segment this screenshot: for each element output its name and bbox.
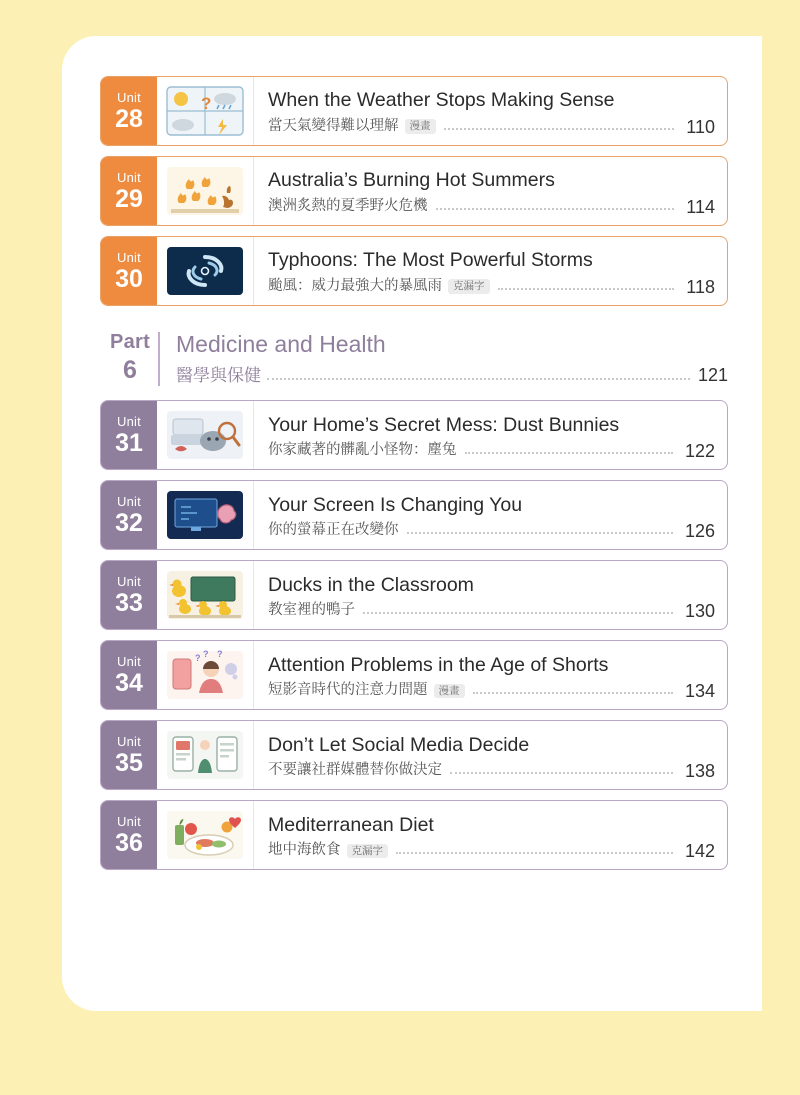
- leader-dots: [465, 452, 673, 454]
- classroom-ducks-illustration: [165, 567, 245, 623]
- unit-label: Unit: [117, 813, 141, 829]
- unit-title-zh: 你的螢幕正在改變你: [268, 522, 399, 539]
- classroom-ducks-icon: [157, 561, 254, 629]
- unit-title-en: When the Weather Stops Making Sense: [268, 89, 615, 112]
- unit-subline: [268, 441, 715, 459]
- mediterranean-food-icon: [157, 801, 254, 869]
- unit-subline: [268, 117, 715, 135]
- list-item[interactable]: [100, 156, 728, 226]
- unit-subline: [268, 197, 715, 215]
- unit-number: 34: [115, 668, 143, 697]
- unit-title-en: Typhoons: The Most Powerful Storms: [268, 249, 593, 272]
- unit-badge: [101, 561, 157, 629]
- attention-illustration: [165, 647, 245, 703]
- unit-text: [254, 157, 727, 225]
- part-label: Part: [109, 331, 151, 353]
- unit-badge: [101, 641, 157, 709]
- list-item[interactable]: [100, 720, 728, 790]
- unit-subline: [268, 601, 715, 619]
- unit-subline: [268, 761, 715, 779]
- unit-number: 29: [115, 184, 143, 213]
- unit-number: 35: [115, 748, 143, 777]
- unit-text: [254, 481, 727, 549]
- unit-page-number: 118: [686, 276, 715, 297]
- list-item[interactable]: [100, 480, 728, 550]
- screen-brain-icon: [157, 481, 254, 549]
- unit-subline: [268, 841, 715, 859]
- list-item[interactable]: [100, 400, 728, 470]
- unit-tag: 克漏字: [448, 279, 490, 294]
- part-title-zh: 醫學與保健: [176, 366, 261, 386]
- unit-badge: [101, 237, 157, 305]
- unit-badge: [101, 481, 157, 549]
- unit-title-zh: 澳洲炙熱的夏季野火危機: [268, 197, 428, 214]
- unit-number: 36: [115, 828, 143, 857]
- part-subline: [176, 361, 728, 386]
- unit-title-en: Don’t Let Social Media Decide: [268, 733, 530, 756]
- unit-label: Unit: [117, 249, 141, 265]
- weather-question-icon: [157, 77, 254, 145]
- unit-text: [254, 237, 727, 305]
- unit-text: [254, 721, 727, 789]
- bushfire-kangaroo-icon: [157, 157, 254, 225]
- bushfire-illustration: [165, 163, 245, 219]
- unit-title-en: Australia’s Burning Hot Summers: [268, 169, 555, 192]
- unit-tag: 克漏字: [347, 844, 389, 859]
- unit-badge: [101, 157, 157, 225]
- list-item[interactable]: [100, 236, 728, 306]
- unit-number: 28: [115, 104, 143, 133]
- unit-label: Unit: [117, 573, 141, 589]
- part-number: 6: [123, 356, 137, 384]
- unit-number: 32: [115, 508, 143, 537]
- unit-badge: [101, 721, 157, 789]
- unit-page-number: 110: [686, 116, 715, 137]
- unit-subline: [268, 521, 715, 539]
- unit-page-number: 138: [684, 761, 715, 781]
- mediterranean-diet-illustration: [165, 807, 245, 863]
- svg-text:?: ?: [203, 649, 209, 660]
- leader-dots: [450, 772, 673, 774]
- unit-subline: [268, 681, 715, 699]
- part-page-number: 121: [697, 365, 728, 386]
- svg-text:?: ?: [201, 94, 212, 113]
- svg-text:?: ?: [217, 649, 223, 660]
- unit-number: 31: [115, 428, 143, 457]
- leader-dots: [396, 852, 673, 854]
- unit-text: [254, 561, 727, 629]
- unit-label: Unit: [117, 733, 141, 749]
- unit-page-number: 114: [686, 196, 715, 217]
- unit-title-en: Attention Problems in the Age of Shorts: [268, 653, 609, 676]
- unit-badge: [101, 77, 157, 145]
- unit-text: [254, 401, 727, 469]
- unit-title-zh: 颱風：威力最強大的暴風雨: [268, 277, 442, 294]
- unit-label: Unit: [117, 169, 141, 185]
- part-titles: [158, 332, 728, 386]
- unit-title-zh: 短影音時代的注意力問題: [268, 682, 428, 699]
- social-media-illustration: [165, 727, 245, 783]
- unit-text: [254, 801, 727, 869]
- unit-title-en: Mediterranean Diet: [268, 813, 434, 836]
- unit-label: Unit: [117, 653, 141, 669]
- leader-dots: [498, 288, 675, 290]
- list-item[interactable]: [100, 640, 728, 710]
- part-title-en: Medicine and Health: [176, 331, 386, 357]
- weather-question-illustration: [165, 83, 245, 139]
- unit-label: Unit: [117, 493, 141, 509]
- social-media-phones-icon: [157, 721, 254, 789]
- unit-label: Unit: [117, 89, 141, 105]
- unit-title-en: Your Home’s Secret Mess: Dust Bunnies: [268, 413, 620, 436]
- leader-dots: [407, 532, 673, 534]
- unit-badge: [101, 801, 157, 869]
- part-header[interactable]: [100, 332, 728, 386]
- unit-text: [254, 641, 727, 709]
- unit-badge: [101, 401, 157, 469]
- unit-subline: [268, 277, 715, 295]
- unit-page-number: 126: [684, 521, 715, 541]
- unit-title-en: Your Screen Is Changing You: [268, 493, 523, 516]
- leader-dots: [473, 692, 673, 694]
- leader-dots: [436, 208, 675, 210]
- distracted-person-phone-icon: [157, 641, 254, 709]
- unit-page-number: 134: [684, 681, 715, 701]
- unit-label: Unit: [117, 413, 141, 429]
- unit-tag: 漫畫: [434, 684, 465, 699]
- unit-title-zh: 地中海飲食: [268, 842, 341, 859]
- leader-dots: [363, 612, 673, 614]
- unit-page-number: 142: [684, 841, 715, 861]
- dust-bunny-magnifier-icon: [157, 401, 254, 469]
- unit-page-number: 122: [684, 441, 715, 461]
- unit-title-zh: 教室裡的鴨子: [268, 602, 355, 619]
- unit-page-number: 130: [684, 601, 715, 621]
- contents-list: [100, 76, 728, 880]
- unit-text: [254, 77, 727, 145]
- unit-number: 30: [115, 264, 143, 293]
- leader-dots: [267, 378, 690, 380]
- typhoon-satellite-icon: [157, 237, 254, 305]
- unit-title-en: Ducks in the Classroom: [268, 573, 474, 596]
- unit-title-zh: 不要讓社群媒體替你做決定: [268, 762, 442, 779]
- typhoon-illustration: [165, 243, 245, 299]
- leader-dots: [444, 128, 675, 130]
- svg-text:?: ?: [195, 653, 201, 664]
- unit-title-zh: 你家藏著的髒亂小怪物：塵兔: [268, 442, 457, 459]
- dust-bunny-illustration: [165, 407, 245, 463]
- unit-number: 33: [115, 588, 143, 617]
- list-item[interactable]: [100, 560, 728, 630]
- unit-tag: 漫畫: [405, 119, 436, 134]
- part-badge: [102, 332, 158, 383]
- list-item[interactable]: [100, 76, 728, 146]
- list-item[interactable]: [100, 800, 728, 870]
- unit-title-zh: 當天氣變得難以理解: [268, 117, 399, 134]
- screen-brain-illustration: [165, 487, 245, 543]
